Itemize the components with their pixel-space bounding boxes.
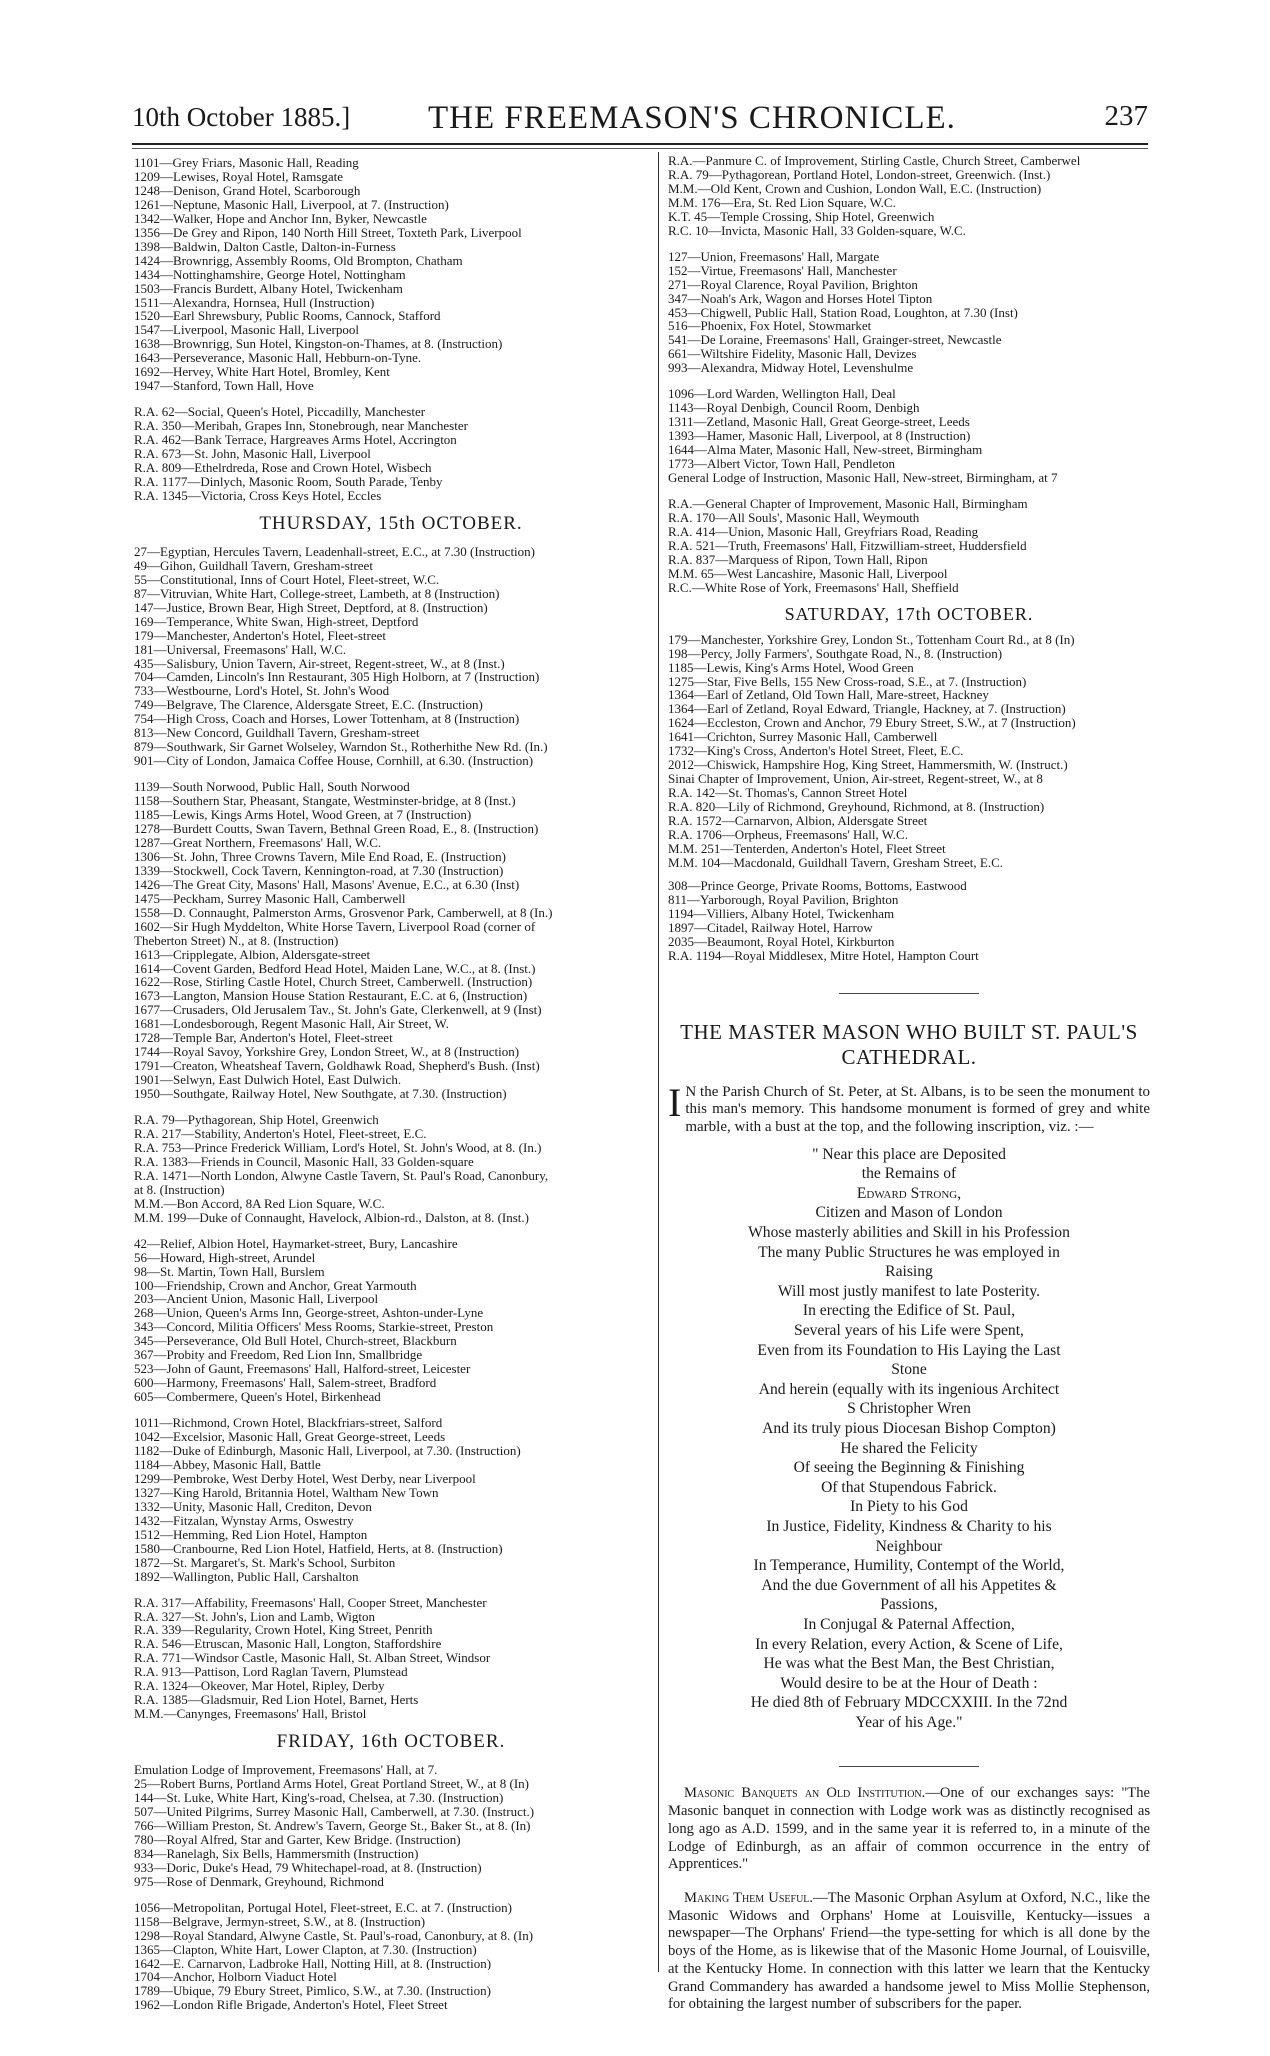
list-item: R.A. 753—Prince Frederick William, Lord's Hotel, St. John's Wood, at 8. (In.) (134, 1140, 542, 1155)
note-text: —One of our exchanges says: "The Masonic banquet in connection with Lodge work was as distinctly recognised as long ago as A.D. 1599, and in the same year it is referred to, in a minute of the Lodge of Edinburgh, as an affair of common occurrence in the entry of Apprentices." (668, 1785, 1150, 1873)
list-item: R.A. 1706—Orpheus, Freemasons' Hall, W.C. (668, 827, 908, 842)
list-item: 1897—Citadel, Railway Hotel, Harrow (668, 920, 873, 935)
list-item: 271—Royal Clarence, Royal Pavilion, Brighton (668, 277, 918, 292)
list-item: at 8. (Instruction) (134, 1182, 225, 1197)
list-item: R.A. 1385—Gladsmuir, Red Lion Hotel, Barnet, Herts (134, 1693, 419, 1708)
list-item: 1393—Hamer, Masonic Hall, Liverpool, at 8 (Instruction) (668, 429, 971, 444)
list-item: 1641—Crichton, Surrey Masonic Hall, Camberwell (668, 730, 938, 745)
masthead-title: THE FREEMASON'S CHRONICLE. (428, 100, 956, 136)
list-item: 600—Harmony, Freemasons' Hall, Salem-street, Bradford (134, 1376, 437, 1391)
list-item: M.M. 251—Tenterden, Anderton's Hotel, Fleet Street (668, 841, 946, 856)
list-item: 1432—Fitzalan, Wynstay Arms, Oswestry (134, 1513, 354, 1528)
list-item: 27—Egyptian, Hercules Tavern, Leadenhall-street, E.C., at 7.30 (Instruction) (134, 544, 536, 559)
list-item: 347—Noah's Ark, Wagon and Horses Hotel Tipton (668, 291, 933, 306)
list-item: 1511—Alexandra, Hornsea, Hull (Instruction) (134, 295, 375, 310)
list-item: 661—Wiltshire Fidelity, Masonic Hall, Devizes (668, 347, 917, 362)
lodge-list (134, 1237, 648, 1404)
list-item: 704—Camden, Lincoln's Inn Restaurant, 305 High Holborn, at 7 (Instruction) (134, 670, 540, 685)
list-item: 1306—St. John, Three Crowns Tavern, Mile End Road, E. (Instruction) (134, 849, 506, 864)
list-item: R.A. 1572—Carnarvon, Albion, Aldersgate Street (668, 814, 928, 828)
list-item: 100—Friendship, Crown and Anchor, Great Yarmouth (134, 1278, 417, 1293)
section-heading-friday: FRIDAY, 16th OCTOBER. (276, 1731, 506, 1753)
list-item: 1327—King Harold, Britannia Hotel, Waltham New Town (134, 1485, 439, 1500)
lodge-list (668, 879, 1150, 963)
list-item: R.A. 546—Etruscan, Masonic Hall, Longton, Staffordshire (134, 1637, 442, 1652)
inscription-line: He shared the Felicity (840, 1439, 978, 1457)
article-intro (668, 1079, 1150, 1137)
inscription-line: And the due Government of all his Appetites & (761, 1576, 1057, 1594)
list-item: 1332—Unity, Masonic Hall, Crediton, Devon (134, 1499, 372, 1514)
list-item: 1398—Baldwin, Dalton Castle, Dalton-in-Furness (134, 239, 396, 254)
list-item: Theberton Street) N., at 8. (Instruction) (134, 933, 339, 948)
list-item: 1278—Burdett Coutts, Swan Tavern, Bethnal Green Road, E., 8. (Instruction) (134, 821, 539, 836)
lodge-list (134, 1416, 648, 1583)
inscription-line: Year of his Age." (855, 1713, 963, 1731)
inscription-line: the Remains of (861, 1165, 957, 1183)
note-text: —The Masonic Orphan Asylum at Oxford, N.C., like the Masonic Widows and Orphans' Home at Louisville, Kentucky—issues a newspaper—The Orphans' Friend—the type-setting for which is all done by the boys of the Home, as is likewise that of the Masonic Home Journal, of Louisville, at the Kentucky Home. In connection with this latter we learn that the Kentucky Grand Commandery has awarded a handsome jewel to Miss Mollie Stephenson, for obtaining the largest number of subscribers for the paper. (668, 1890, 1150, 2013)
list-item: 1791—Creaton, Wheatsheaf Tavern, Goldhawk Road, Shepherd's Bush. (Inst) (134, 1059, 540, 1074)
list-item: 127—Union, Freemasons' Hall, Margate (668, 249, 880, 264)
list-item: R.A. 809—Ethelrdreda, Rose and Crown Hotel, Wisbech (134, 461, 432, 475)
inscription-line: " Near this place are Deposited (812, 1145, 1006, 1163)
inscription-line: In Justice, Fidelity, Kindness & Charity to his (766, 1517, 1052, 1535)
inscription-line: The many Public Structures he was employed in (758, 1243, 1060, 1261)
inscription-line: Neighbour (875, 1537, 943, 1555)
list-item: 1275—Star, Five Bells, 155 New Cross-road, S.E., at 7. (Instruction) (668, 674, 1027, 689)
list-item: R.A. 673—St. John, Masonic Hall, Liverpool (134, 447, 371, 462)
list-item: Sinai Chapter of Improvement, Union, Air-street, Regent-street, W., at 8 (668, 772, 1043, 787)
list-item: R.A. 1345—Victoria, Cross Keys Hotel, Eccles (134, 488, 382, 503)
list-item: R.C.—White Rose of York, Freemasons' Hall, Sheffield (668, 580, 959, 595)
list-item: 1677—Crusaders, Old Jerusalem Tav., St. John's Gate, Clerkenwell, at 9 (Inst) (134, 1003, 542, 1018)
list-item: 1364—Earl of Zetland, Old Town Hall, Mare-street, Hackney (668, 688, 989, 703)
list-item: R.A. 79—Pythagorean, Portland Hotel, London-street, Greenwich. (Inst.) (668, 167, 1051, 182)
list-item: 1434—Nottinghamshire, George Hotel, Nottingham (134, 267, 406, 282)
list-item: 1643—Perseverance, Masonic Hall, Hebburn-on-Tyne. (134, 351, 422, 366)
list-item: R.A. 913—Pattison, Lord Raglan Tavern, Plumstead (134, 1665, 408, 1680)
list-item: 1424—Brownrigg, Assembly Rooms, Old Brompton, Chatham (134, 253, 463, 268)
inscription-line: Will most justly manifest to late Posterity. (777, 1282, 1041, 1300)
list-item: 181—Universal, Freemasons' Hall, W.C. (134, 642, 347, 657)
issue-date: 10th October 1885.] (132, 102, 351, 132)
list-item: M.M. 104—Macdonald, Guildhall Tavern, Gresham Street, E.C. (668, 855, 1003, 870)
list-item: R.A. 339—Regularity, Crown Hotel, King Street, Penrith (134, 1623, 433, 1638)
note-lead: Making Them Useful. (684, 1890, 814, 1906)
news-note (668, 1890, 1150, 2014)
inscription-line: And its truly pious Diocesan Bishop Compton) (762, 1419, 1056, 1437)
list-item: General Lodge of Instruction, Masonic Hall, New-street, Birmingham, at 7 (668, 471, 1058, 485)
list-item: 1209—Lewises, Royal Hotel, Ramsgate (134, 169, 344, 184)
inscription-line: In Piety to his God (850, 1498, 968, 1516)
list-item: R.A. 142—St. Thomas's, Cannon Street Hotel (668, 786, 908, 801)
lodge-list (134, 1763, 648, 1889)
inscription-line: In Temperance, Humility, Contempt of the World, (753, 1557, 1065, 1575)
list-item: 516—Phoenix, Fox Hotel, Stowmarket (668, 319, 872, 334)
list-item: 1602—Sir Hugh Myddelton, White Horse Tavern, Liverpool Road (corner of (134, 919, 536, 934)
list-item: R.A. 1194—Royal Middlesex, Mitre Hotel, Hampton Court (668, 948, 979, 963)
inscription-line: In erecting the Edifice of St. Paul, (802, 1302, 1016, 1320)
list-item: 975—Rose of Denmark, Greyhound, Richmond (134, 1874, 384, 1889)
inscription-line: Even from its Foundation to His Laying the Last (757, 1341, 1061, 1359)
list-item: 435—Salisbury, Union Tavern, Air-street, Regent-street, W., at 8 (Inst.) (134, 656, 505, 671)
list-item: 1580—Cranbourne, Red Lion Hotel, Hatfield, Herts, at 8. (Instruction) (134, 1541, 503, 1556)
list-item: 179—Manchester, Anderton's Hotel, Fleet-street (134, 628, 387, 643)
lodge-list (668, 633, 1150, 870)
list-item: 1789—Ubique, 79 Ebury Street, Pimlico, S.W., at 7.30. (Instruction) (134, 1984, 491, 1999)
list-item: 933—Doric, Duke's Head, 79 Whitechapel-road, at 8. (Instruction) (134, 1860, 482, 1875)
list-item: 42—Relief, Albion Hotel, Haymarket-street, Bury, Lancashire (134, 1236, 458, 1251)
list-item: 169—Temperance, White Swan, High-street, Deptford (134, 614, 419, 629)
list-item: 1692—Hervey, White Hart Hotel, Bromley, Kent (134, 365, 390, 380)
lodge-list (134, 780, 648, 1101)
column-divider (658, 152, 659, 1972)
list-item: 2012—Chiswick, Hampshire Hog, King Street, Hammersmith, W. (Instruct.) (668, 758, 1068, 773)
header-rule-thin (132, 148, 1148, 149)
list-item: 766—William Preston, St. Andrew's Tavern, George St., Baker St., at 8. (In) (134, 1818, 531, 1833)
header-rule (132, 143, 1148, 145)
left-column (134, 156, 648, 2012)
inscription-line: He was what the Best Man, the Best Christian, (763, 1655, 1055, 1673)
chapter-list (668, 497, 1150, 595)
list-item: 780—Royal Alfred, Star and Garter, Kew Bridge. (Instruction) (134, 1832, 461, 1847)
lodge-list (134, 156, 648, 393)
list-item: 1261—Neptune, Masonic Hall, Liverpool, at 7. (Instruction) (134, 197, 449, 212)
section-rule (839, 993, 979, 994)
chapter-list (134, 1113, 648, 1225)
list-item: 367—Probity and Freedom, Red Lion Inn, Smallbridge (134, 1348, 423, 1363)
list-item: 147—Justice, Brown Bear, High Street, Deptford, at 8. (Instruction) (134, 600, 488, 615)
list-item: M.M. 65—West Lancashire, Masonic Hall, Liverpool (668, 566, 948, 581)
list-item: 179—Manchester, Yorkshire Grey, London St., Tottenham Court Rd., at 8 (In) (668, 632, 1075, 647)
list-item: R.A. 350—Meribah, Grapes Inn, Stonebrough, near Manchester (134, 419, 468, 434)
list-item: 1901—Selwyn, East Dulwich Hotel, East Dulwich. (134, 1073, 402, 1088)
inscription-line: And herein (equally with its ingenious Architect (758, 1380, 1060, 1398)
lodge-list (668, 250, 1150, 376)
list-item: 1139—South Norwood, Public Hall, South Norwood (134, 780, 410, 795)
list-item: 1962—London Rifle Brigade, Anderton's Hotel, Fleet Street (134, 1998, 448, 2013)
list-item: R.A. 521—Truth, Freemasons' Hall, Fitzwilliam-street, Huddersfield (668, 538, 1027, 553)
list-item: 49—Gihon, Guildhall Tavern, Gresham-street (134, 558, 373, 573)
list-item: R.A. 1177—Dinlych, Masonic Room, South Parade, Tenby (134, 474, 443, 489)
list-item: 152—Virtue, Freemasons' Hall, Manchester (668, 263, 897, 278)
inscription-line: Several years of his Life were Spent, (794, 1322, 1024, 1340)
lodge-list (134, 545, 648, 768)
list-item: 1624—Eccleston, Crown and Anchor, 79 Ebury Street, S.W., at 7 (Instruction) (668, 716, 1076, 731)
list-item: 198—Percy, Jolly Farmers', Southgate Road, N., 8. (Instruction) (668, 646, 1003, 661)
inscription-line: Of that Stupendous Fabrick. (821, 1478, 997, 1496)
list-item: 1673—Langton, Mansion House Station Restaurant, E.C. at 6, (Instruction) (134, 989, 528, 1004)
drop-cap: I (668, 1079, 682, 1125)
list-item: 993—Alexandra, Midway Hotel, Levenshulme (668, 361, 914, 376)
list-item: 1194—Villiers, Albany Hotel, Twickenham (668, 906, 895, 921)
section-heading-saturday: SATURDAY, 17th OCTOBER. (784, 603, 1034, 624)
lodge-list (668, 387, 1150, 485)
section-heading-thursday: THURSDAY, 15th OCTOBER. (259, 512, 523, 534)
inscription-line: Edward Strong, (856, 1184, 962, 1202)
article-intro-text: N the Parish Church of St. Peter, at St. Albans, is to be seen the monument to this man's memory. This handsome monument is formed of grey and white marble, with a bust at the top, and the following inscription, viz. :— (685, 1083, 1150, 1135)
list-item: 1622—Rose, Stirling Castle Hotel, Church Street, Camberwell. (Instruction) (134, 975, 533, 990)
inscription-line: Raising (885, 1263, 933, 1281)
list-item: 343—Concord, Militia Officers' Mess Rooms, Starkie-street, Preston (134, 1320, 494, 1335)
list-item: R.A. 170—All Souls', Masonic Hall, Weymouth (668, 510, 920, 525)
list-item: 98—St. Martin, Town Hall, Burslem (134, 1264, 325, 1279)
list-item: M.M. 176—Era, St. Red Lion Square, W.C. (668, 195, 896, 210)
page-header (132, 100, 1148, 138)
list-item: 1475—Peckham, Surrey Masonic Hall, Camberwell (134, 891, 406, 906)
list-item: 1950—Southgate, Railway Hotel, New Southgate, at 7.30. (Instruction) (134, 1087, 507, 1102)
list-item: 1892—Wallington, Public Hall, Carshalton (134, 1569, 359, 1584)
list-item: 1614—Covent Garden, Bedford Head Hotel, Maiden Lane, W.C., at 8. (Inst.) (134, 961, 536, 976)
inscription (668, 1145, 1150, 1733)
list-item: 55—Constitutional, Inns of Court Hotel, Fleet-street, W.C. (134, 572, 440, 587)
list-item: 1143—Royal Denbigh, Council Room, Denbigh (668, 401, 920, 416)
list-item: 811—Yarborough, Royal Pavilion, Brighton (668, 892, 899, 907)
list-item: 605—Combermere, Queen's Hotel, Birkenhead (134, 1390, 381, 1405)
list-item: 203—Ancient Union, Masonic Hall, Liverpool (134, 1292, 379, 1307)
list-item: 813—New Concord, Guildhall Tavern, Gresham-street (134, 726, 420, 741)
list-item: 1185—Lewis, Kings Arms Hotel, Wood Green, at 7 (Instruction) (134, 808, 472, 822)
list-item: 1339—Stockwell, Cock Tavern, Kennington-road, at 7.30 (Instruction) (134, 863, 504, 878)
list-item: R.A.—General Chapter of Improvement, Masonic Hall, Birmingham (668, 496, 1028, 511)
list-item: R.A. 217—Stability, Anderton's Hotel, Fleet-street, E.C. (134, 1127, 427, 1141)
note-lead: Masonic Banquets an Old Institution. (684, 1785, 926, 1802)
list-item: K.T. 45—Temple Crossing, Ship Hotel, Greenwich (668, 209, 935, 224)
inscription-line: Passions, (880, 1596, 938, 1614)
list-item: M.M.—Bon Accord, 8A Red Lion Square, W.C. (134, 1196, 385, 1211)
list-item: 1158—Southern Star, Pheasant, Stangate, Westminster-bridge, at 8 (Inst.) (134, 794, 516, 809)
inscription-line: Whose masterly abilities and Skill in his Profession (748, 1224, 1070, 1242)
list-item: 1158—Belgrave, Jermyn-street, S.W., at 8. (Instruction) (134, 1914, 426, 1929)
inscription-line: He died 8th of February MDCCXXIII. In the 72nd (750, 1694, 1068, 1712)
list-item: R.A. 771—Windsor Castle, Masonic Hall, St. Alban Street, Windsor (134, 1651, 491, 1666)
list-item: 1298—Royal Standard, Alwyne Castle, St. Paul's-road, Canonbury, at 8. (In) (134, 1928, 534, 1943)
list-item: 1185—Lewis, King's Arms Hotel, Wood Green (668, 660, 914, 675)
inscription-line: Of seeing the Beginning & Finishing (793, 1459, 1025, 1477)
list-item: 1638—Brownrigg, Sun Hotel, Kingston-on-Thames, at 8. (Instruction) (134, 337, 503, 352)
list-item: 453—Chigwell, Public Hall, Station Road, Loughton, at 7.30 (Inst) (668, 305, 1018, 320)
list-item: R.A. 327—St. John's, Lion and Lamb, Wigton (134, 1609, 375, 1624)
list-item: 1056—Metropolitan, Portugal Hotel, Fleet-street, E.C. at 7. (Instruction) (134, 1900, 513, 1915)
list-item: 507—United Pilgrims, Surrey Masonic Hall, Camberwell, at 7.30. (Instruct.) (134, 1804, 535, 1819)
section-rule (839, 1766, 979, 1767)
list-item: 1642—E. Carnarvon, Ladbroke Hall, Notting Hill, at 8. (Instruction) (134, 1956, 492, 1971)
list-item: 1042—Excelsior, Masonic Hall, Great George-street, Leeds (134, 1430, 446, 1445)
chapter-list (134, 405, 648, 503)
list-item: 1728—Temple Bar, Anderton's Hotel, Fleet-street (134, 1031, 393, 1046)
list-item: 901—City of London, Jamaica Coffee House, Cornhill, at 6.30. (Instruction) (134, 754, 534, 769)
list-item: 749—Belgrave, The Clarence, Aldersgate Street, E.C. (Instruction) (134, 698, 483, 713)
list-item: 1773—Albert Victor, Town Hall, Pendleton (668, 457, 895, 472)
list-item: 1558—D. Connaught, Palmerston Arms, Grosvenor Park, Camberwell, at 8 (In.) (134, 905, 553, 920)
list-item: 1872—St. Margaret's, St. Mark's School, Surbiton (134, 1555, 396, 1570)
list-item: R.A. 837—Marquess of Ripon, Town Hall, Ripon (668, 552, 928, 567)
inscription-line: Stone (891, 1361, 927, 1379)
list-item: R.A. 820—Lily of Richmond, Greyhound, Richmond, at 8. (Instruction) (668, 800, 1045, 815)
list-item: 834—Ranelagh, Six Bells, Hammersmith (Instruction) (134, 1846, 419, 1861)
list-item: 1744—Royal Savoy, Yorkshire Grey, London Street, W., at 8 (Instruction) (134, 1045, 520, 1060)
list-item: R.A. 414—Union, Masonic Hall, Greyfriars Road, Reading (668, 524, 979, 539)
list-item: 1947—Stanford, Town Hall, Hove (134, 379, 314, 394)
list-item: R.A.—Panmure C. of Improvement, Stirling Castle, Church Street, Camberwel (668, 154, 1081, 168)
page-number: 237 (1104, 100, 1148, 132)
list-item: M.M.—Old Kent, Crown and Cushion, London Wall, E.C. (Instruction) (668, 181, 1042, 196)
list-item: 1299—Pembroke, West Derby Hotel, West Derby, near Liverpool (134, 1471, 476, 1486)
list-item: 1704—Anchor, Holborn Viaduct Hotel (134, 1970, 337, 1985)
list-item: 1503—Francis Burdett, Albany Hotel, Twickenham (134, 281, 403, 296)
list-item: R.A. 1471—North London, Alwyne Castle Tavern, St. Paul's Road, Canonbury, (134, 1168, 549, 1183)
list-item: R.A. 79—Pythagorean, Ship Hotel, Greenwich (134, 1113, 379, 1127)
list-item: 1248—Denison, Grand Hotel, Scarborough (134, 183, 361, 198)
inscription-line: S Christopher Wren (847, 1400, 971, 1418)
inscription-line: In every Relation, every Action, & Scene of Life, (755, 1635, 1063, 1653)
list-item: 1011—Richmond, Crown Hotel, Blackfriars-street, Salford (134, 1416, 443, 1431)
list-item: 1520—Earl Shrewsbury, Public Rooms, Cannock, Stafford (134, 309, 441, 324)
list-item: M.M. 199—Duke of Connaught, Havelock, Albion-rd., Dalston, at 8. (Inst.) (134, 1210, 530, 1225)
list-item: 1613—Cripplegate, Albion, Aldersgate-street (134, 947, 371, 962)
list-item: 733—Westbourne, Lord's Hotel, St. John's Wood (134, 684, 390, 699)
list-item: 1547—Liverpool, Masonic Hall, Liverpool (134, 323, 359, 338)
list-item: 25—Robert Burns, Portland Arms Hotel, Great Portland Street, W., at 8 (In) (134, 1777, 530, 1792)
list-item: Emulation Lodge of Improvement, Freemasons' Hall, at 7. (134, 1763, 438, 1778)
list-item: 268—Union, Queen's Arms Inn, George-street, Ashton-under-Lyne (134, 1306, 484, 1321)
list-item: 1342—Walker, Hope and Anchor Inn, Byker, Newcastle (134, 211, 427, 226)
list-item: 1681—Londesborough, Regent Masonic Hall, Air Street, W. (134, 1017, 449, 1032)
right-column (668, 154, 1150, 2014)
list-item: 879—Southwark, Sir Garnet Wolseley, Warndon St., Rotherhithe New Rd. (In.) (134, 740, 548, 755)
list-item: 1365—Clapton, White Hart, Lower Clapton, at 7.30. (Instruction) (134, 1942, 477, 1957)
inscription-line: In Conjugal & Paternal Affection, (803, 1615, 1015, 1633)
list-item: 1364—Earl of Zetland, Royal Edward, Triangle, Hackney, at 7. (Instruction) (668, 702, 1066, 717)
list-item: M.M.—Canynges, Freemasons' Hall, Bristol (134, 1707, 367, 1722)
list-item: 1184—Abbey, Masonic Hall, Battle (134, 1457, 321, 1472)
inscription-line: Citizen and Mason of London (815, 1204, 1003, 1222)
list-item: 308—Prince George, Private Rooms, Bottoms, Eastwood (668, 878, 967, 893)
news-note (668, 1785, 1150, 1874)
list-item: 1101—Grey Friars, Masonic Hall, Reading (134, 156, 359, 170)
list-item: 541—De Loraine, Freemasons' Hall, Grainger-street, Newcastle (668, 333, 1002, 348)
list-item: 345—Perseverance, Old Bull Hotel, Church-street, Blackburn (134, 1334, 457, 1349)
list-item: R.A. 1324—Okeover, Mar Hotel, Ripley, Derby (134, 1679, 385, 1694)
list-item: 2035—Beaumont, Royal Hotel, Kirkburton (668, 934, 895, 949)
article-title: THE MASTER MASON WHO BUILT ST. PAUL'S CATHEDRAL. (680, 1019, 1138, 1069)
list-item: 1732—King's Cross, Anderton's Hotel Street, Fleet, E.C. (668, 744, 964, 759)
list-item: 1512—Hemming, Red Lion Hotel, Hampton (134, 1527, 368, 1542)
list-item: R.A. 317—Affability, Freemasons' Hall, Cooper Street, Manchester (134, 1595, 487, 1610)
list-item: 523—John of Gaunt, Freemasons' Hall, Halford-street, Leicester (134, 1362, 471, 1377)
list-item: 1356—De Grey and Ripon, 140 North Hill Street, Toxteth Park, Liverpool (134, 225, 522, 240)
list-item: 87—Vitruvian, White Hart, College-street, Lambeth, at 8 (Instruction) (134, 586, 500, 601)
list-item: 1311—Zetland, Masonic Hall, Great George-street, Leeds (668, 415, 970, 430)
list-item: 144—St. Luke, White Hart, King's-road, Chelsea, at 7.30. (Instruction) (134, 1791, 504, 1805)
lodge-list (134, 1901, 648, 2013)
list-item: R.C. 10—Invicta, Masonic Hall, 33 Golden-square, W.C. (668, 223, 966, 238)
list-item: 1182—Duke of Edinburgh, Masonic Hall, Liverpool, at 7.30. (Instruction) (134, 1444, 521, 1458)
list-item: 1096—Lord Warden, Wellington Hall, Deal (668, 387, 896, 402)
list-item: 754—High Cross, Coach and Horses, Lower Tottenham, at 8 (Instruction) (134, 712, 520, 727)
list-item: R.A. 62—Social, Queen's Hotel, Piccadilly, Manchester (134, 405, 426, 420)
list-item: 1644—Alma Mater, Masonic Hall, New-street, Birmingham (668, 443, 983, 458)
list-item: R.A. 462—Bank Terrace, Hargreaves Arms Hotel, Accrington (134, 433, 457, 448)
list-item: 1426—The Great City, Masons' Hall, Masons' Avenue, E.C., at 6.30 (Inst) (134, 877, 520, 892)
inscription-line: Would desire to be at the Hour of Death : (780, 1674, 1038, 1692)
list-item: 1287—Great Northern, Freemasons' Hall, W.C. (134, 835, 382, 850)
chapter-list (668, 154, 1150, 238)
list-item: 56—Howard, High-street, Arundel (134, 1250, 316, 1265)
chapter-list (134, 1596, 648, 1722)
list-item: R.A. 1383—Friends in Council, Masonic Hall, 33 Golden-square (134, 1154, 474, 1169)
